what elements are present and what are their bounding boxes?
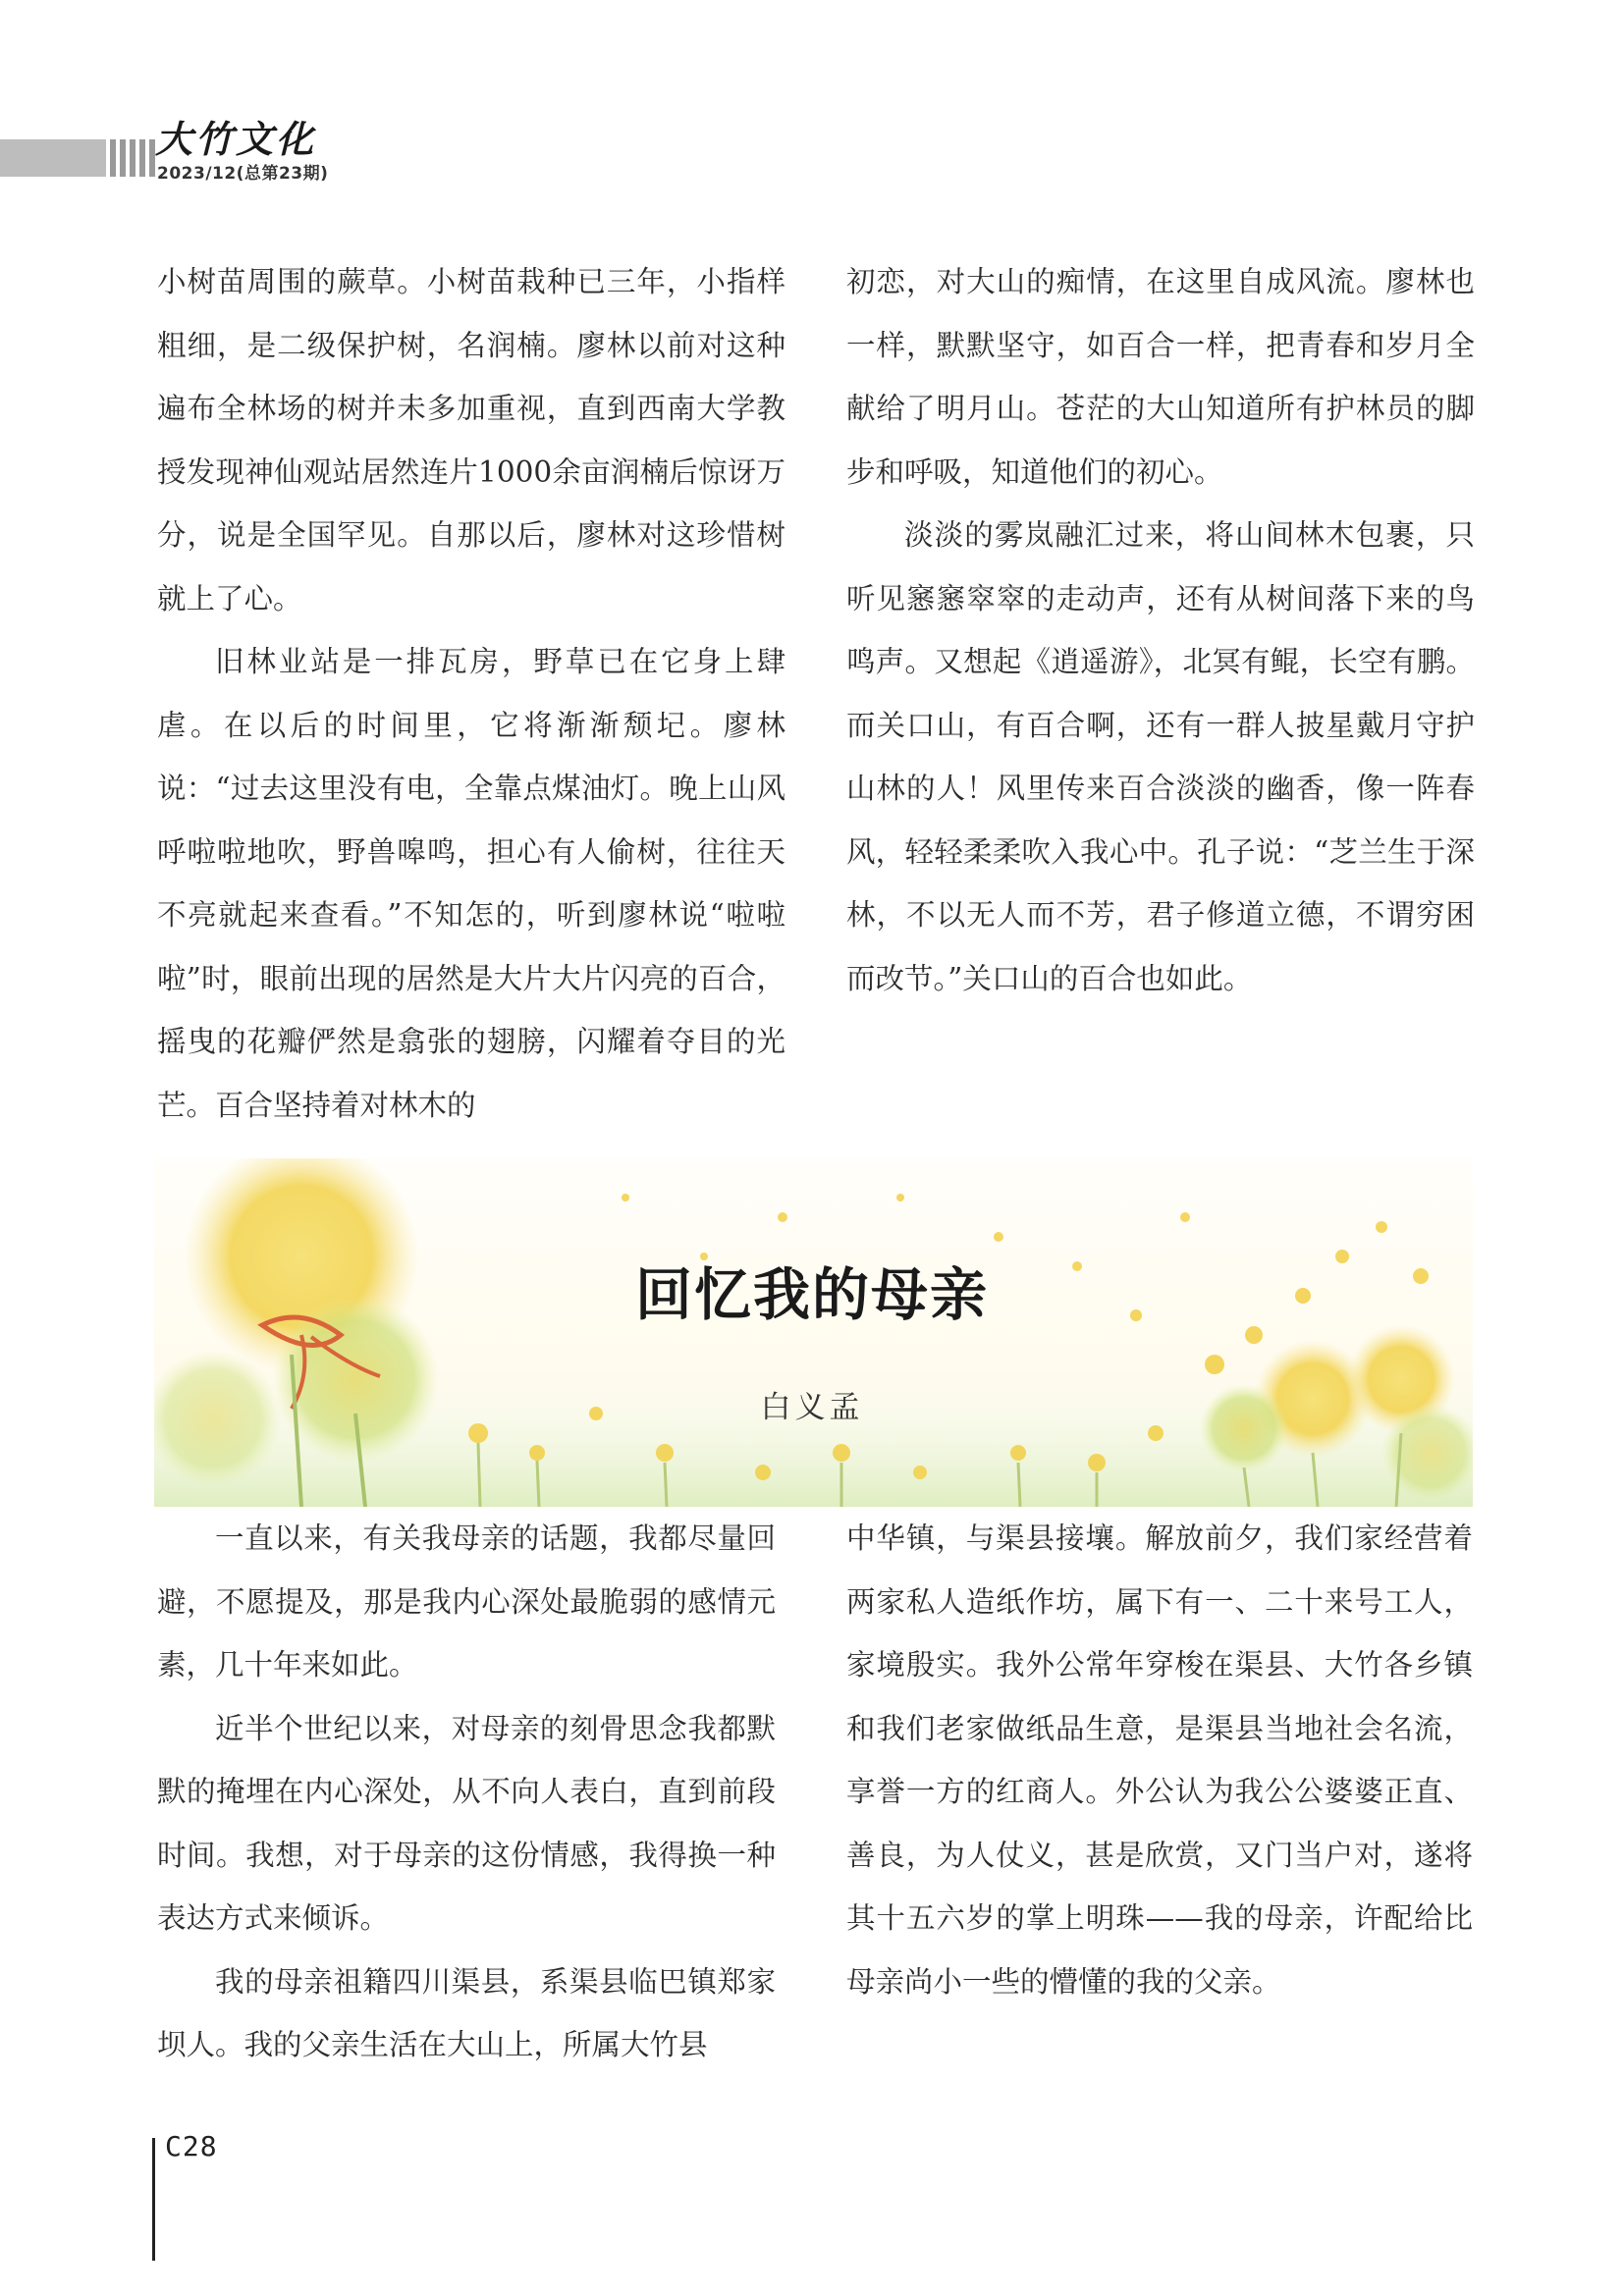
paragraph: 中华镇，与渠县接壤。解放前夕，我们家经营着两家私人造纸作坊，属下有一、二十来号工人，家境殷实。我外公常年穿梭在渠县、大竹各乡镇和我们老家做纸品生意，是渠县当地社会名流，享誉一方的红商人。外公认为我公公婆婆正直、善良，为人仗义，甚是欣赏，又门当户对，遂将其十五六岁的掌上明珠——我的母亲，许配给比母亲尚小一些的懵懂的我的父亲。 bbox=[846, 1522, 1473, 1999]
column-top-left bbox=[157, 250, 785, 1137]
article-author: 白义孟 bbox=[760, 1390, 864, 1425]
column-bottom-left bbox=[157, 1507, 776, 2077]
flower-illustration bbox=[154, 1158, 1473, 1507]
article-title: 回忆我的母亲 bbox=[634, 1261, 989, 1328]
paragraph: 旧林业站是一排瓦房，野草已在它身上肆虐。在以后的时间里，它将渐渐颓圮。廖林说：“过去这里没有电，全靠点煤油灯。晚上山风呼啦啦地吹，野兽嗥鸣，担心有人偷树，往往天不亮就起来查看。”不知怎的，听到廖林说“啦啦啦”时，眼前出现的居然是大片大片闪亮的百合，摇曳的花瓣俨然是翕张的翅膀，闪耀着夺目的光芒。百合坚持着对林木的 bbox=[157, 645, 785, 1122]
magazine-logo: 大竹文化 bbox=[155, 117, 317, 161]
title-banner-illustration bbox=[154, 1158, 1473, 1507]
paragraph: 一直以来，有关我母亲的话题，我都尽量回避，不愿提及，那是我内心深处最脆弱的感情元素，几十年来如此。 bbox=[157, 1522, 776, 1682]
paragraph: 近半个世纪以来，对母亲的刻骨思念我都默默的掩埋在内心深处，从不向人表白，直到前段时间。我想，对于母亲的这份情感，我得换一种表达方式来倾诉。 bbox=[157, 1711, 776, 1935]
paragraph: 小树苗周围的蕨草。小树苗栽种已三年，小指样粗细，是二级保护树，名润楠。廖林以前对这种遍布全林场的树并未多加重视，直到西南大学教授发现神仙观站居然连片1000余亩润楠后惊讶万分，说是全国罕见。自那以后，廖林对这珍惜树就上了心。 bbox=[157, 265, 785, 615]
column-bottom-right bbox=[846, 1507, 1473, 2013]
issue-info: 2023/12(总第23期) bbox=[157, 164, 329, 184]
page-margin-rule bbox=[152, 2138, 155, 2261]
page-number: C28 bbox=[165, 2130, 218, 2163]
paragraph: 淡淡的雾岚融汇过来，将山间林木包裹，只听见窸窸窣窣的走动声，还有从树间落下来的鸟鸣声。又想起《逍遥游》，北冥有鲲，长空有鹏。而关口山，有百合啊，还有一群人披星戴月守护山林的人！风里传来百合淡淡的幽香，像一阵春风，轻轻柔柔吹入我心中。孔子说：“芝兰生于深林，不以无人而不芳，君子修道立德，不谓穷困而改节。”关口山的百合也如此。 bbox=[846, 518, 1475, 995]
column-top-right bbox=[846, 250, 1475, 1010]
paragraph: 我的母亲祖籍四川渠县，系渠县临巴镇郑家坝人。我的父亲生活在大山上，所属大竹县 bbox=[157, 1964, 776, 2061]
header-bars-decoration bbox=[0, 137, 157, 179]
paragraph: 初恋，对大山的痴情，在这里自成风流。廖林也一样，默默坚守，如百合一样，把青春和岁月全献给了明月山。苍茫的大山知道所有护林员的脚步和呼吸，知道他们的初心。 bbox=[846, 265, 1475, 489]
